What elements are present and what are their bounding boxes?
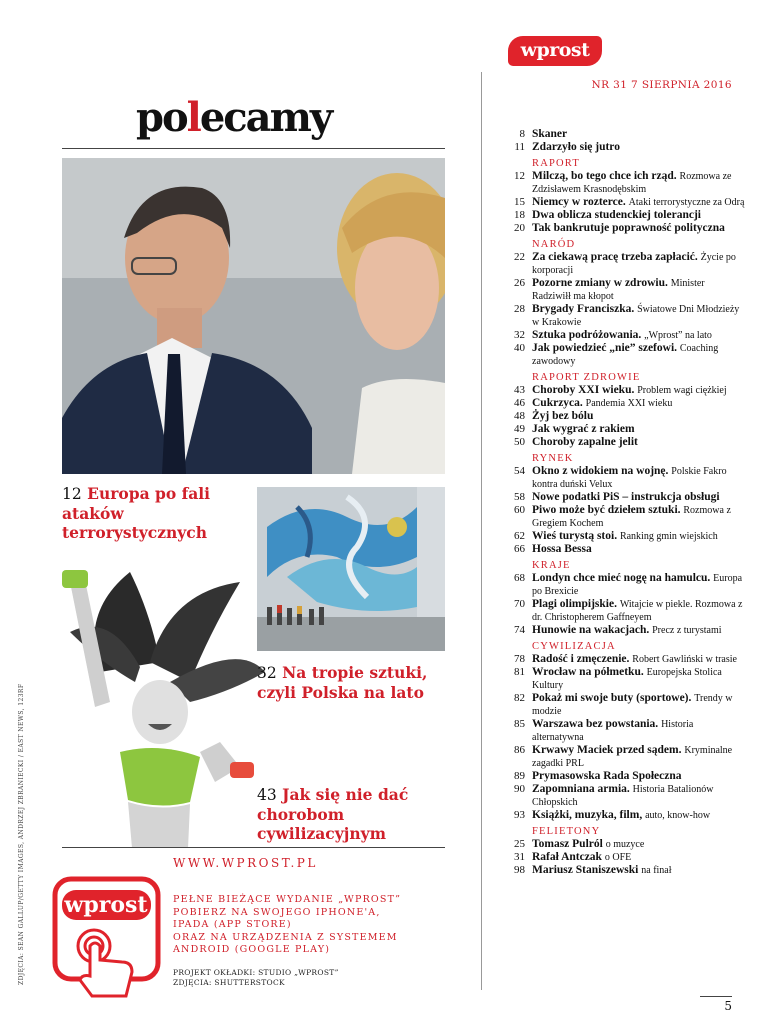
toc-page-number: 43	[514, 384, 525, 396]
toc-entry[interactable]	[505, 410, 745, 423]
toc-entry[interactable]	[505, 465, 745, 491]
toc-entry[interactable]	[505, 809, 745, 822]
toc-page-number: 28	[514, 303, 525, 315]
toc-entry-title: Hossa Bessa	[532, 543, 592, 555]
toc-page-number: 60	[514, 504, 525, 516]
toc-entry-title: Sztuka podróżowania.	[532, 329, 642, 341]
toc-entry-description: Historia alternatywna	[532, 719, 694, 743]
toc-entry-description: Witajcie w piekle. Rozmowa z dr. Christopherem Gaffneyem	[532, 599, 743, 623]
toc-entry-description: o OFE	[604, 852, 632, 863]
toc-entry-title: Skaner	[532, 128, 568, 140]
toc-entry-description: Coaching zawodowy	[532, 343, 719, 367]
toc-entry-description: o muzyce	[605, 839, 645, 850]
wprost-logo: wprost	[508, 36, 602, 66]
toc-entry-description: Polskie Fakro kontra duński Velux	[532, 466, 727, 490]
toc-entry-title: Książki, muzyka, film,	[532, 809, 643, 821]
toc-entry-description: Historia Batalionów Chłopskich	[532, 784, 714, 808]
toc-entry-description: Problem wagi ciężkiej	[637, 385, 727, 396]
toc-entry[interactable]	[505, 196, 745, 209]
toc-entry-title: Wieś turystą stoi.	[532, 530, 618, 542]
svg-text:wprost: wprost	[64, 892, 148, 918]
toc-section-heading: RYNEK	[532, 453, 574, 464]
toc-entry-title: Jak powiedzieć „nie” szefowi.	[532, 342, 678, 354]
toc-page-number: 66	[514, 543, 525, 555]
toc-entry-title: Milczą, bo tego chce ich rząd.	[532, 170, 677, 182]
toc-page-number: 70	[514, 598, 525, 610]
table-of-contents	[505, 128, 745, 877]
toc-entry[interactable]	[505, 504, 745, 530]
toc-page-number: 8	[519, 128, 525, 140]
toc-entry[interactable]	[505, 572, 745, 598]
politicians-photo	[62, 158, 445, 474]
toc-entry-title: Mariusz Staniszewski	[532, 864, 639, 876]
toc-entry[interactable]	[505, 624, 745, 637]
toc-page-number: 49	[514, 423, 525, 435]
toc-entry-title: Wrocław na półmetku.	[532, 666, 644, 678]
toc-page-number: 46	[514, 397, 525, 409]
toc-entry-title: Niemcy w rozterce.	[532, 196, 626, 208]
feature-caption-terror[interactable]: 12 Europa po fali ataków terrorystycznych	[62, 484, 211, 542]
toc-entry-title: Prymasowska Rada Społeczna	[532, 770, 682, 782]
toc-page-number: 26	[514, 277, 525, 289]
feature-caption-health[interactable]: 43 Jak się nie dać chorobom cywilizacyjnym	[257, 785, 409, 843]
app-promo-text: PEŁNE BIEŻĄCE WYDANIE „WPROST” POBIERZ NA SWOJEGO IPHONE'A, IPADA (APP STORE) ORAZ NA URZĄDZENIA Z SYSTEMEM ANDROID (GOOGLE PLAY)	[173, 894, 402, 955]
toc-entry-description: Minister Radziwiłł ma kłopot	[532, 278, 705, 302]
toc-entry-description: Pandemia XXI wieku	[585, 398, 673, 409]
toc-entry[interactable]	[505, 783, 745, 809]
toc-section-heading: KRAJE	[532, 560, 571, 571]
toc-entry-description: Robert Gawliński w trasie	[632, 654, 737, 665]
toc-page-number: 32	[514, 329, 525, 341]
toc-entry-title: Zapomniana armia.	[532, 783, 630, 795]
toc-entry-description: Światowe Dni Młodzieży w Krakowie	[532, 304, 740, 328]
toc-page-number: 90	[514, 783, 525, 795]
toc-entry-description: Trendy w modzie	[532, 693, 733, 717]
toc-entry-title: Cukrzyca.	[532, 397, 583, 409]
toc-entry-title: Tak bankrutuje poprawność polityczna	[532, 222, 725, 234]
toc-page-number: 11	[514, 141, 525, 153]
toc-entry-title: Piwo może być dziełem sztuki.	[532, 504, 681, 516]
toc-entry[interactable]	[505, 436, 745, 449]
toc-entry[interactable]	[505, 251, 745, 277]
cover-credits: PROJEKT OKŁADKI: STUDIO „WPROST” ZDJĘCIA: SHUTTERSTOCK	[173, 968, 339, 987]
toc-entry[interactable]	[505, 851, 745, 864]
toc-page-number: 74	[514, 624, 525, 636]
issue-info: NR 31 7 SIERPNIA 2016	[591, 79, 732, 91]
toc-page-number: 85	[514, 718, 525, 730]
toc-entry-title: Rafał Antczak	[532, 851, 602, 863]
toc-entry[interactable]	[505, 530, 745, 543]
title-rule	[62, 148, 445, 149]
toc-entry-description: Ataki terrorystyczne za Odrą	[628, 197, 745, 208]
toc-entry-description: „Wprost” na lato	[644, 330, 712, 341]
toc-entry-description: Rozmowa z Gregiem Kochem	[532, 505, 731, 529]
toc-entry[interactable]	[505, 423, 745, 436]
toc-entry-title: Pokaż mi swoje buty (sportowe).	[532, 692, 692, 704]
toc-entry[interactable]	[505, 692, 745, 718]
toc-page-number: 20	[514, 222, 525, 234]
app-tap-icon[interactable]	[52, 876, 161, 998]
toc-entry-title: Dwa oblicza studenckiej tolerancji	[532, 209, 701, 221]
toc-entry-title: Żyj bez bólu	[532, 410, 594, 422]
toc-entry[interactable]	[505, 718, 745, 744]
toc-entry-description: auto, know-how	[645, 810, 711, 821]
toc-page-number: 15	[514, 196, 525, 208]
toc-page-number: 78	[514, 653, 525, 665]
toc-entry-title: Brygady Franciszka.	[532, 303, 635, 315]
toc-entry[interactable]	[505, 384, 745, 397]
toc-entry[interactable]	[505, 491, 745, 504]
column-divider	[481, 72, 482, 990]
toc-entry-description: Rozmowa ze Zdzisławem Krasnodębskim	[532, 171, 732, 195]
fitness-woman-illustration	[40, 552, 270, 848]
toc-entry-title: Krwawy Maciek przed sądem.	[532, 744, 682, 756]
toc-entry[interactable]	[505, 397, 745, 410]
toc-page-number: 98	[514, 864, 525, 876]
toc-page-number: 93	[514, 809, 525, 821]
toc-page-number: 62	[514, 530, 525, 542]
mural-photo	[257, 487, 445, 651]
toc-page-number: 54	[514, 465, 525, 477]
toc-section-heading: RAPORT ZDROWIE	[532, 372, 641, 383]
website-link[interactable]: WWW.WPROST.PL	[173, 856, 318, 870]
toc-section-heading: CYWILIZACJA	[532, 641, 616, 652]
toc-page-number: 81	[514, 666, 525, 678]
toc-entry-title: Radość i zmęczenie.	[532, 653, 630, 665]
toc-entry-description: Europa po Brexicie	[532, 573, 743, 597]
toc-section-heading: NARÓD	[532, 239, 576, 250]
toc-page-number: 40	[514, 342, 525, 354]
toc-page-number: 58	[514, 491, 525, 503]
toc-entry[interactable]	[505, 342, 745, 368]
toc-entry[interactable]	[505, 222, 745, 235]
toc-entry-description: Życie po korporacji	[532, 252, 736, 276]
toc-section-heading: RAPORT	[532, 158, 580, 169]
website-rule	[62, 847, 445, 848]
toc-entry-title: Choroby zapalne jelit	[532, 436, 638, 448]
toc-entry-title: Hunowie na wakacjach.	[532, 624, 650, 636]
toc-entry[interactable]	[505, 864, 745, 877]
toc-section-heading: FELIETONY	[532, 826, 601, 837]
toc-entry-title: Warszawa bez powstania.	[532, 718, 659, 730]
photo-credits: ZDJĘCIA: SEAN GALLUP/GETTY IMAGES, ANDRZEJ ZBRANIECKI / EAST NEWS, 123RF	[18, 683, 25, 985]
toc-entry-title: Okno z widokiem na wojnę.	[532, 465, 669, 477]
toc-entry[interactable]	[505, 303, 745, 329]
toc-entry-title: Zdarzyło się jutro	[532, 141, 620, 153]
toc-page-number: 86	[514, 744, 525, 756]
toc-entry[interactable]	[505, 744, 745, 770]
toc-page-number: 50	[514, 436, 525, 448]
toc-page-number: 18	[514, 209, 525, 221]
toc-entry-description: Ranking gmin wiejskich	[619, 531, 718, 542]
toc-entry[interactable]	[505, 128, 745, 141]
toc-entry[interactable]	[505, 838, 745, 851]
toc-entry[interactable]	[505, 141, 745, 154]
toc-entry[interactable]	[505, 598, 745, 624]
toc-entry[interactable]	[505, 653, 745, 666]
toc-entry-title: Jak wygrać z rakiem	[532, 423, 635, 435]
toc-entry-title: Tomasz Pulról	[532, 838, 603, 850]
toc-entry-description: Europejska Stolica Kultury	[532, 667, 722, 691]
page-number: 5	[724, 999, 732, 1013]
toc-entry-title: Nowe podatki PiS – instrukcja obsługi	[532, 491, 720, 503]
toc-entry-title: Pozorne zmiany w zdrowiu.	[532, 277, 668, 289]
feature-caption-art[interactable]: 32 Na tropie sztuki, czyli Polska na lato	[257, 663, 428, 702]
toc-entry-title: Londyn chce mieć nogę na hamulcu.	[532, 572, 711, 584]
toc-page-number: 68	[514, 572, 525, 584]
toc-page-number: 12	[514, 170, 525, 182]
toc-entry-title: Choroby XXI wieku.	[532, 384, 635, 396]
toc-entry[interactable]	[505, 170, 745, 196]
toc-entry[interactable]	[505, 209, 745, 222]
toc-entry[interactable]	[505, 543, 745, 556]
toc-page-number: 89	[514, 770, 525, 782]
toc-entry-description: Precz z turystami	[652, 625, 722, 636]
toc-entry[interactable]	[505, 666, 745, 692]
page-number-rule	[700, 996, 732, 997]
toc-page-number: 31	[514, 851, 525, 863]
toc-page-number: 22	[514, 251, 525, 263]
toc-page-number: 48	[514, 410, 525, 422]
toc-page-number: 25	[514, 838, 525, 850]
toc-entry-description: Kryminalne zagadki PRL	[532, 745, 733, 769]
toc-entry-title: Za ciekawą pracę trzeba zapłacić.	[532, 251, 698, 263]
toc-page-number: 82	[514, 692, 525, 704]
toc-entry[interactable]	[505, 277, 745, 303]
toc-entry[interactable]	[505, 329, 745, 342]
toc-entry-description: na finał	[641, 865, 672, 876]
toc-entry-title: Plagi olimpijskie.	[532, 598, 617, 610]
page-title: polecamy	[136, 94, 332, 141]
toc-entry[interactable]	[505, 770, 745, 783]
